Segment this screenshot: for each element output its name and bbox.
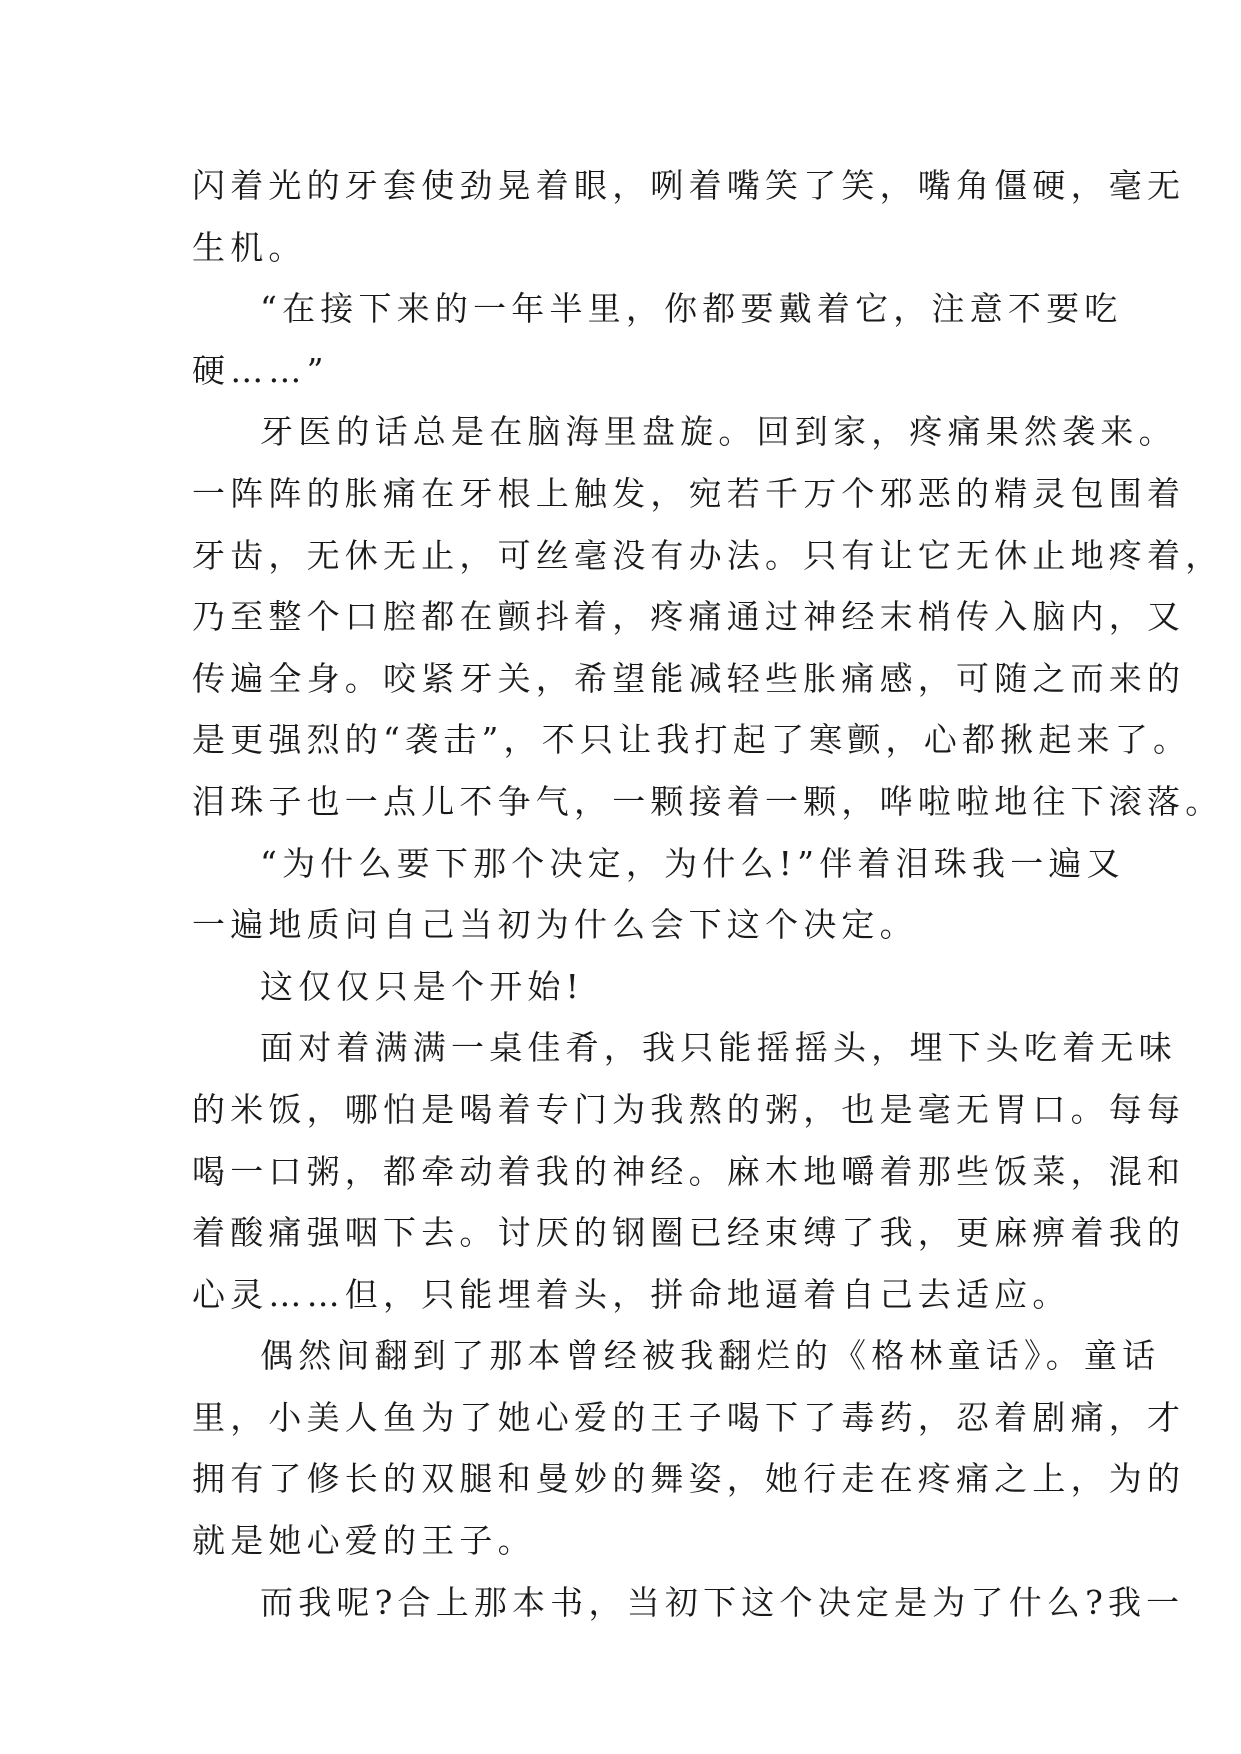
text-line: 喝一口粥，都牵动着我的神经。麻木地嚼着那些饭菜，混和 <box>192 1151 1186 1191</box>
text-line: 闪着光的牙套使劲晃着眼，咧着嘴笑了笑，嘴角僵硬，毫无 <box>192 166 1186 205</box>
paragraph-first-line: “在接下来的一年半里，你都要戴着它，注意不要吃 <box>260 289 1123 329</box>
text-line: 一阵阵的胀痛在牙根上触发，宛若千万个邪恶的精灵包围着 <box>192 473 1186 513</box>
paragraph-first-line: 面对着满满一桌佳肴，我只能摇摇头，埋下头吃着无味 <box>260 1028 1177 1068</box>
text-line: 的米饭，哪怕是喝着专门为我熬的粥，也是毫无胃口。每每 <box>192 1089 1186 1129</box>
text-line: 牙齿，无休无止，可丝毫没有办法。只有让它无休止地疼着， <box>192 535 1224 575</box>
text-line: 传遍全身。咬紧牙关，希望能减轻些胀痛感，可随之而来的 <box>192 658 1186 698</box>
text-line: 里，小美人鱼为了她心爱的王子喝下了毒药，忍着剧痛，才 <box>192 1397 1186 1437</box>
body-text <box>192 155 1224 1633</box>
text-line: 生机。 <box>192 227 307 267</box>
paragraph-first-line: 而我呢?合上那本书，当初下这个决定是为了什么?我一 <box>260 1582 1185 1622</box>
text-line: 着酸痛强咽下去。讨厌的钢圈已经束缚了我，更麻痹着我的 <box>192 1213 1186 1253</box>
paragraph-first-line: 偶然间翻到了那本曾经被我翻烂的《格林童话》。童话 <box>260 1336 1161 1376</box>
text-line: 拥有了修长的双腿和曼妙的舞姿，她行走在疼痛之上，为的 <box>192 1459 1186 1499</box>
text-line: 就是她心爱的王子。 <box>192 1521 536 1561</box>
paragraph-first-line: 牙医的话总是在脑海里盘旋。回到家，疼痛果然袭来。 <box>260 412 1177 452</box>
text-line: 乃至整个口腔都在颤抖着，疼痛通过神经末梢传入脑内，又 <box>192 597 1186 637</box>
text-line: 一遍地质问自己当初为什么会下这个决定。 <box>192 905 918 945</box>
paragraph-first-line: 这仅仅只是个开始! <box>260 966 585 1006</box>
paragraph-first-line: “为什么要下那个决定，为什么!”伴着泪珠我一遍又 <box>260 843 1125 883</box>
text-line: 硬……” <box>192 350 329 390</box>
text-line: 心灵……但，只能埋着头，拼命地逼着自己去适应。 <box>192 1274 1071 1314</box>
text-line: 是更强烈的“袭击”，不只让我打起了寒颤，心都揪起来了。 <box>192 720 1192 760</box>
text-line: 泪珠子也一点儿不争气，一颗接着一颗，哗啦啦地往下滚落。 <box>192 781 1224 821</box>
